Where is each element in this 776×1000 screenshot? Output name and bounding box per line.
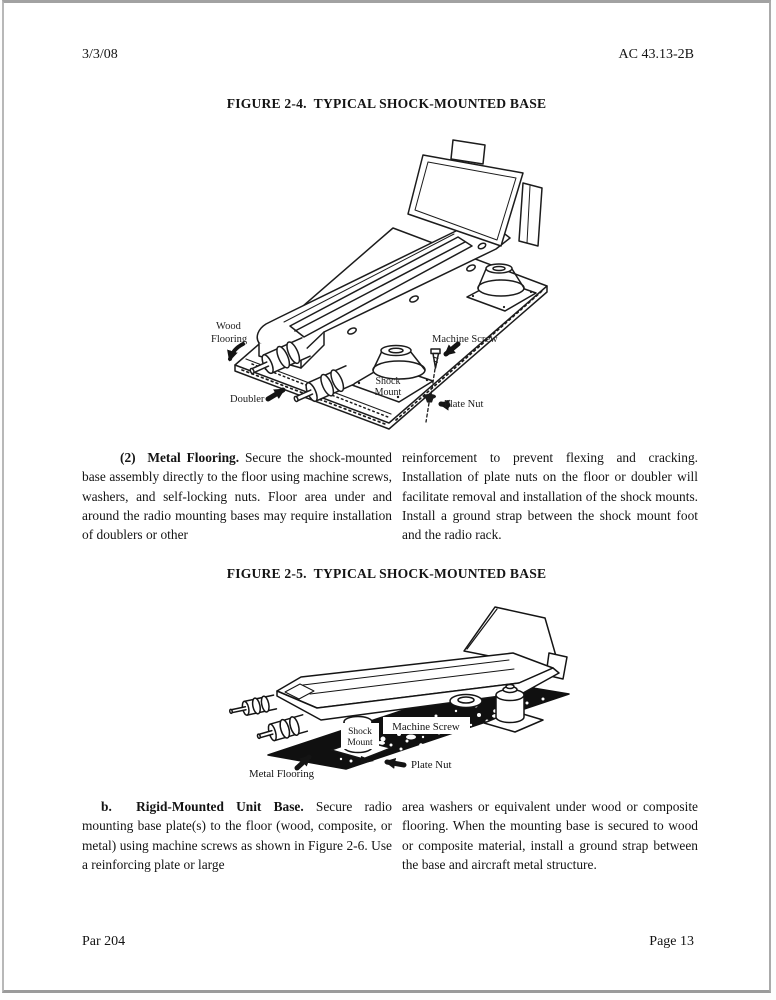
footer-paragraph-ref: Par 204 — [82, 934, 126, 949]
header-date: 3/3/08 — [82, 47, 118, 62]
label-machine-screw: Machine Screw — [392, 721, 460, 733]
label-metal-flooring: Metal Flooring — [249, 768, 315, 780]
rigid-mounted-left-text: Secure radio mounting base plate(s) to the floor (wood, composite, or metal) using machine screws as shown in Figure 2-6. Use a reinforcing plate or large — [82, 799, 392, 872]
figure-2-5-drawing — [211, 591, 591, 793]
label-doubler: Doubler — [230, 394, 265, 405]
metal-flooring-heading: (2) Metal Flooring. — [120, 450, 240, 465]
header-doc-number: AC 43.13-2B — [618, 47, 694, 62]
back-panel — [408, 140, 542, 246]
page-footer — [82, 934, 694, 950]
rigid-mounted-left-column — [82, 797, 392, 874]
paragraph-rigid-mounted — [82, 797, 698, 874]
figure-2-4-illustration — [202, 125, 582, 442]
figure-2-4-drawing — [202, 125, 582, 437]
label-shock-mount-line1: Shock — [348, 727, 372, 737]
page-header — [82, 47, 694, 63]
metal-flooring-left-text: Secure the shock-mounted base assembly directly to the floor using machine screws, washers, and self-locking nuts. Floor area under and around the radio mounting bases may require installation of doublers or other — [82, 450, 392, 543]
label-shock-mount-line1: Shock — [375, 376, 401, 387]
label-plate-nut: Plate Nut — [411, 759, 452, 771]
label-wood-flooring-line1: Wood — [216, 321, 241, 332]
document-page — [2, 0, 771, 993]
metal-flooring-right-column: reinforcement to prevent flexing and cracking. Installation of plate nuts on the floor or doubler will facilitate removal and installation of the shock mounts. Install a ground strap between the shock mount foot and the radio rack. — [402, 450, 698, 543]
plate-nut-arrow-icon — [387, 762, 404, 765]
label-wood-flooring-line2: Flooring — [211, 334, 248, 345]
wood-flooring-arrow-icon — [230, 344, 243, 359]
mount-collar — [450, 695, 482, 708]
label-machine-screw: Machine Screw — [432, 334, 498, 345]
paragraph-metal-flooring — [82, 448, 698, 544]
footer-page-number: Page 13 — [649, 934, 694, 949]
figure-2-4-title: FIGURE 2-4. TYPICAL SHOCK-MOUNTED BASE — [226, 96, 547, 111]
plate-nut-icon — [423, 394, 436, 403]
rigid-mounted-right-column: area washers or equivalent under wood or composite flooring. When the mounting base is secured to wood or composite material, install a ground strap between the base and aircraft metal structure. — [402, 799, 698, 872]
label-shock-mount-line2: Mount — [374, 387, 402, 398]
figure-2-5-title: FIGURE 2-5. TYPICAL SHOCK-MOUNTED BASE — [226, 566, 547, 581]
connector-cylinder-lower — [255, 714, 308, 746]
doubler-arrow-icon — [268, 390, 283, 399]
rigid-mounted-heading: b. Rigid-Mounted Unit Base. — [101, 799, 304, 814]
label-plate-nut: Plate Nut — [444, 399, 484, 410]
label-shock-mount-line2: Mount — [347, 738, 373, 748]
metal-flooring-left-column — [82, 448, 392, 544]
connector-cylinder-upper — [228, 694, 277, 719]
figure-2-5-illustration — [211, 591, 591, 798]
